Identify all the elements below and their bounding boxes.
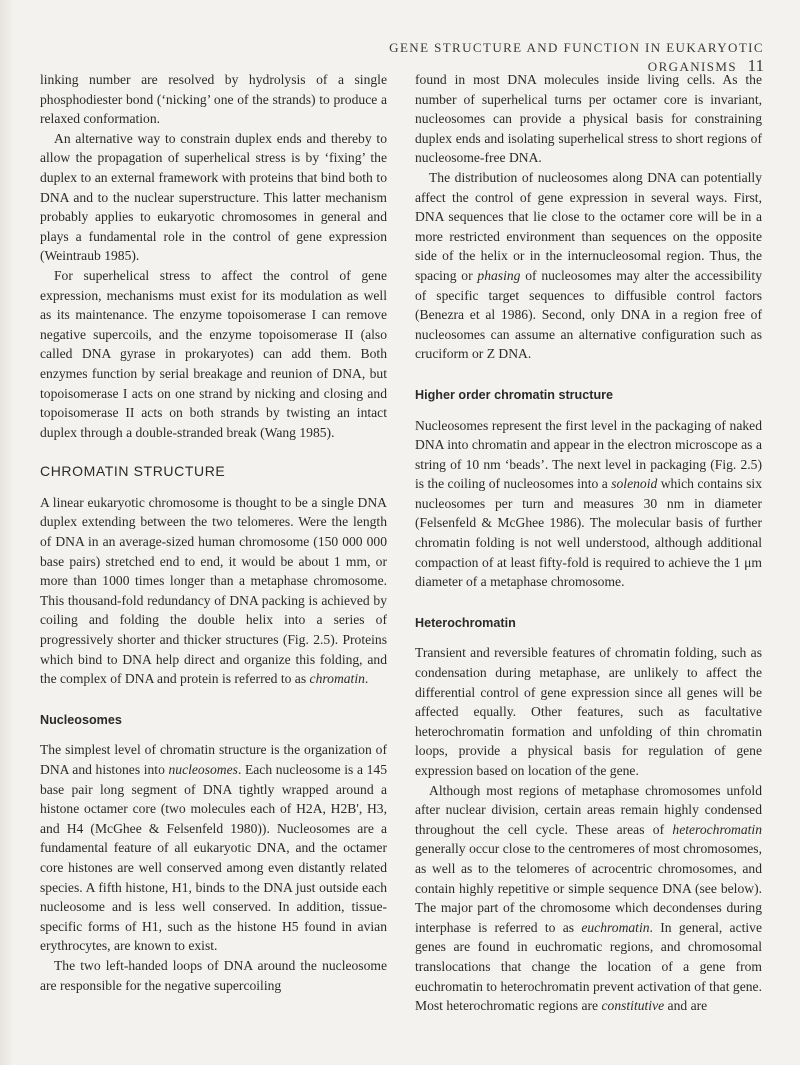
running-title: GENE STRUCTURE AND FUNCTION IN EUKARYOTIC ORGANISMS bbox=[389, 40, 764, 74]
page-number: 11 bbox=[747, 56, 764, 75]
italic-term: phasing bbox=[477, 267, 521, 283]
italic-term: constitutive bbox=[601, 998, 665, 1014]
paragraph: For superhelical stress to affect the control of gene expression, mechanisms must exist for its modulation as well as its maintenance. The enzyme topoisomerase I can remove negative supercoils, and the enzyme topoisomerase II (also called DNA gyrase in prokaryotes) can add them. Both enzymes function by serial breakage and reunion of DNA, but topoisomerase I acts on one strand by nicking and closing and topoisomerase II acts on both strands by twisting an intact duplex through a double-stranded break (Wang 1985). bbox=[40, 267, 387, 440]
paragraph: A linear eukaryotic chromosome is thought to be a single DNA duplex extending between the two telomeres. Were the length of DNA in an average-sized human chromosome (150 000 000 base pairs) stretched end to end, it would be about 1 mm, or more than 1000 times longer than a metaphase chromosome. This thousand-fold redundancy of DNA packing is achieved by coiling and folding the double helix into a series of progressively shorter and thicker structures (Fig. 2.5). Proteins which bind to DNA help direct and organize this folding, and the complex of DNA and protein is referred to as chromatin. bbox=[40, 494, 387, 687]
paragraph: Although most regions of metaphase chromosomes unfold after nuclear division, certain areas remain highly condensed throughout the cell cycle. These areas of heterochromatin generally occur close to the centromeres of most chromosomes, as well as to the telomeres of acrocentric chromosomes, and contain highly repetitive or simple sequence DNA (see below). The major part of the chromosome which decondenses during interphase is referred to as euchromatin. In general, active genes are found in euchromatic regions, and chromosomal translocations that change the location of a gene from euchromatin to heterochromatin prevent activation of that gene. Most heterochromatic regions are constitutive and are bbox=[415, 782, 763, 1014]
page-gutter-shadow bbox=[0, 0, 14, 1065]
subheading-higher-order-chromatin: Higher order chromatin structure bbox=[415, 387, 614, 402]
italic-term: solenoid bbox=[611, 476, 658, 492]
paragraph: The two left-handed loops of DNA around the nucleosome are responsible for the negative supercoiling bbox=[40, 957, 387, 993]
paragraph: The distribution of nucleosomes along DNA can potentially affect the control of gene expression in several ways. First, DNA sequences that lie close to the octamer core will be in a more restricted environment than sequences on the opposite side of the helix or in the internucleosomal region. Thus, the spacing or phasing of nucleosomes may alter the accessibility of specific target sequences to diffusible control factors (Benezra et al 1986). Second, only DNA in a region free of nucleosomes can assume an alternative configuration such as cruciform or Z DNA. bbox=[415, 169, 762, 362]
italic-term: nucleosomes bbox=[168, 762, 238, 777]
italic-term: chromatin bbox=[309, 671, 365, 687]
section-heading-chromatin-structure: CHROMATIN STRUCTURE bbox=[40, 463, 226, 480]
right-column bbox=[415, 70, 762, 1016]
paragraph: linking number are resolved by hydrolysis of a single phosphodiester bond (‘nicking’ one of the strands) to produce a relaxed conformation. bbox=[40, 72, 387, 127]
paragraph: An alternative way to constrain duplex ends and thereby to allow the propagation of superhelical stress is by ‘fixing’ the duplex to an external framework with proteins that bind both to DNA and to the nuclear superstructure. This latter mechanism probably applies to eukaryotic chromosomes in general and plays a fundamental role in the control of gene expression (Weintraub 1985). bbox=[40, 130, 387, 264]
paragraph: found in most DNA molecules inside living cells. As the number of superhelical turns per octamer core is invariant, nucleosomes can provide a physical basis for constraining duplex ends and isolating superhelical stress to short regions of nucleosome-free DNA. bbox=[415, 72, 762, 166]
subheading-nucleosomes: Nucleosomes bbox=[40, 712, 122, 727]
italic-term: heterochromatin bbox=[672, 821, 762, 837]
paragraph: Nucleosomes represent the first level in the packaging of naked DNA into chromatin and appear in the electron microscope as a string of 10 nm ‘beads’. The next level in packaging (Fig. 2.5) is the coiling of nucleosomes into a solenoid which contains six nucleosomes per turn and measures 30 nm in diameter (Felsenfeld & McGhee 1986). The molecular basis of further chromatin folding is not well understood, although additional compaction of at least fifty-fold is required to achieve the 1 μm diameter of a metaphase chromosome. bbox=[415, 417, 762, 590]
paragraph: The simplest level of chromatin structure is the organization of DNA and histones into nucleosomes. Each nucleosome is a 145 base pair long segment of DNA tightly wrapped around a histone octamer core (two molecules each of H2A, H2B', H3, and H4 (McGhee & Felsenfeld 1980)). Nucleosomes are a fundamental feature of all eukaryotic DNA, and the octamer core histones are well conserved among even distantly related species. A fifth histone, H1, binds to the DNA just outside each nucleosome and is less well conserved. In addition, tissue-specific forms of H1, such as the histone H5 found in avian erythrocytes, are known to exist. bbox=[40, 742, 387, 954]
italic-term: euchromatin bbox=[581, 919, 650, 935]
left-column bbox=[40, 70, 387, 995]
subheading-heterochromatin: Heterochromatin bbox=[415, 615, 516, 630]
paragraph: Transient and reversible features of chromatin folding, such as condensation during metaphase, are unlikely to affect the differential control of gene expression since all genes will be affected equally. Other features, such as facultative heterochromatin formation and unfolding of thin chromatin loops, provide a physical basis for regulation of gene expression based on location of the gene. bbox=[415, 645, 762, 778]
